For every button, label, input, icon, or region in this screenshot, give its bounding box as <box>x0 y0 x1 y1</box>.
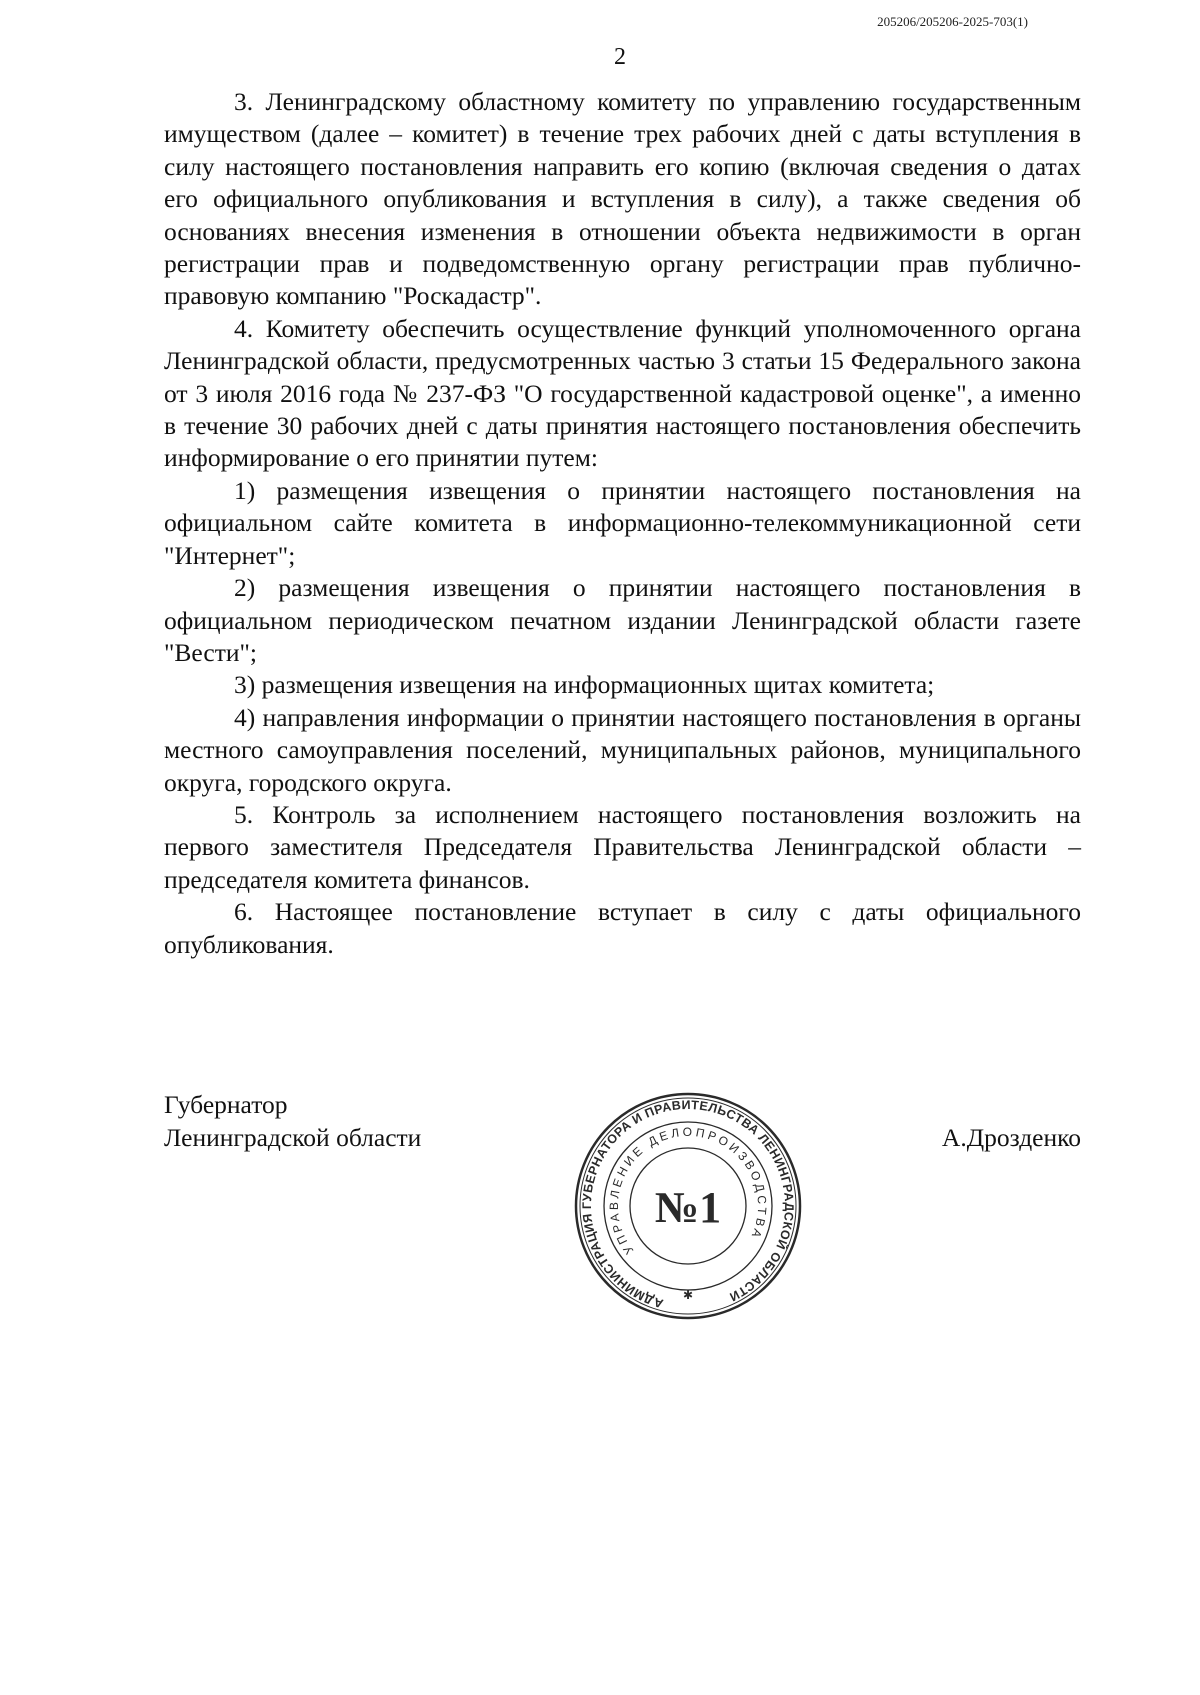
paragraph-3: 3. Ленинградскому областному комитету по управлению государственным имуществом (далее – комитет) в течение трех рабочих дней с даты вступления в силу настоящего постановления направить его копию (включая сведения о датах его официального опубликования и вступления в силу), а также сведения об основаниях внесения изменения в отношении объекта недвижимости в орган регистрации прав и подведомственную органу регистрации прав публично-правовую компанию "Роскадастр". <box>164 87 1081 311</box>
signatory-region: Ленинградской области <box>164 1123 422 1152</box>
official-seal <box>572 1090 804 1322</box>
paragraph-4-item-1: 1) размещения извещения о принятии настоящего постановления на официальном сайте комитета в информационно-телекоммуникационной сети "Интернет"; <box>164 475 1081 570</box>
seal-center-number: №1 <box>654 1183 722 1232</box>
paragraph-4: 4. Комитету обеспечить осуществление функций уполномоченного органа Ленинградской области, предусмотренных частью 3 статьи 15 Федерального закона от 3 июля 2016 года № 237-ФЗ "О государственной кадастровой оценке", а именно в течение 30 рабочих дней с даты принятия настоящего постановления обеспечить информирование о его принятии путем: <box>164 313 1081 473</box>
document-id: 205206/205206-2025-703(1) <box>877 14 1028 29</box>
signatory-name: А.Дрозденко <box>941 1123 1081 1152</box>
seal-inner-text: УПРАВЛЕНИЕ ДЕЛОПРОИЗВОДСТВА <box>606 1124 770 1258</box>
page-number: 2 <box>614 44 626 70</box>
paragraph-5: 5. Контроль за исполнением настоящего постановления возложить на первого заместителя Председателя Правительства Ленинградской области – председателя комитета финансов. <box>164 799 1081 894</box>
seal-outer-text: АДМИНИСТРАЦИЯ ГУБЕРНАТОРА И ПРАВИТЕЛЬСТВА ЛЕНИНГРАДСКОЙ ОБЛАСТИ <box>579 1097 797 1311</box>
document-body <box>164 86 1081 961</box>
paragraph-6: 6. Настоящее постановление вступает в силу с даты официального опубликования. <box>164 897 1081 959</box>
signatory-position <box>164 1088 421 1154</box>
paragraph-4-item-3: 3) размещения извещения на информационных щитах комитета; <box>234 670 935 700</box>
paragraph-4-item-2: 2) размещения извещения о принятии настоящего постановления в официальном периодическом печатном издании Ленинградской области газете "Вести"; <box>164 573 1081 667</box>
signatory-title: Губернатор <box>164 1090 288 1119</box>
seal-star-bottom-icon: ✱ <box>682 1288 694 1302</box>
seal-stamp-icon <box>572 1090 804 1322</box>
paragraph-4-item-4: 4) направления информации о принятии настоящего постановления в органы местного самоуправления поселений, муниципальных районов, муниципального округа, городского округа. <box>164 702 1081 797</box>
